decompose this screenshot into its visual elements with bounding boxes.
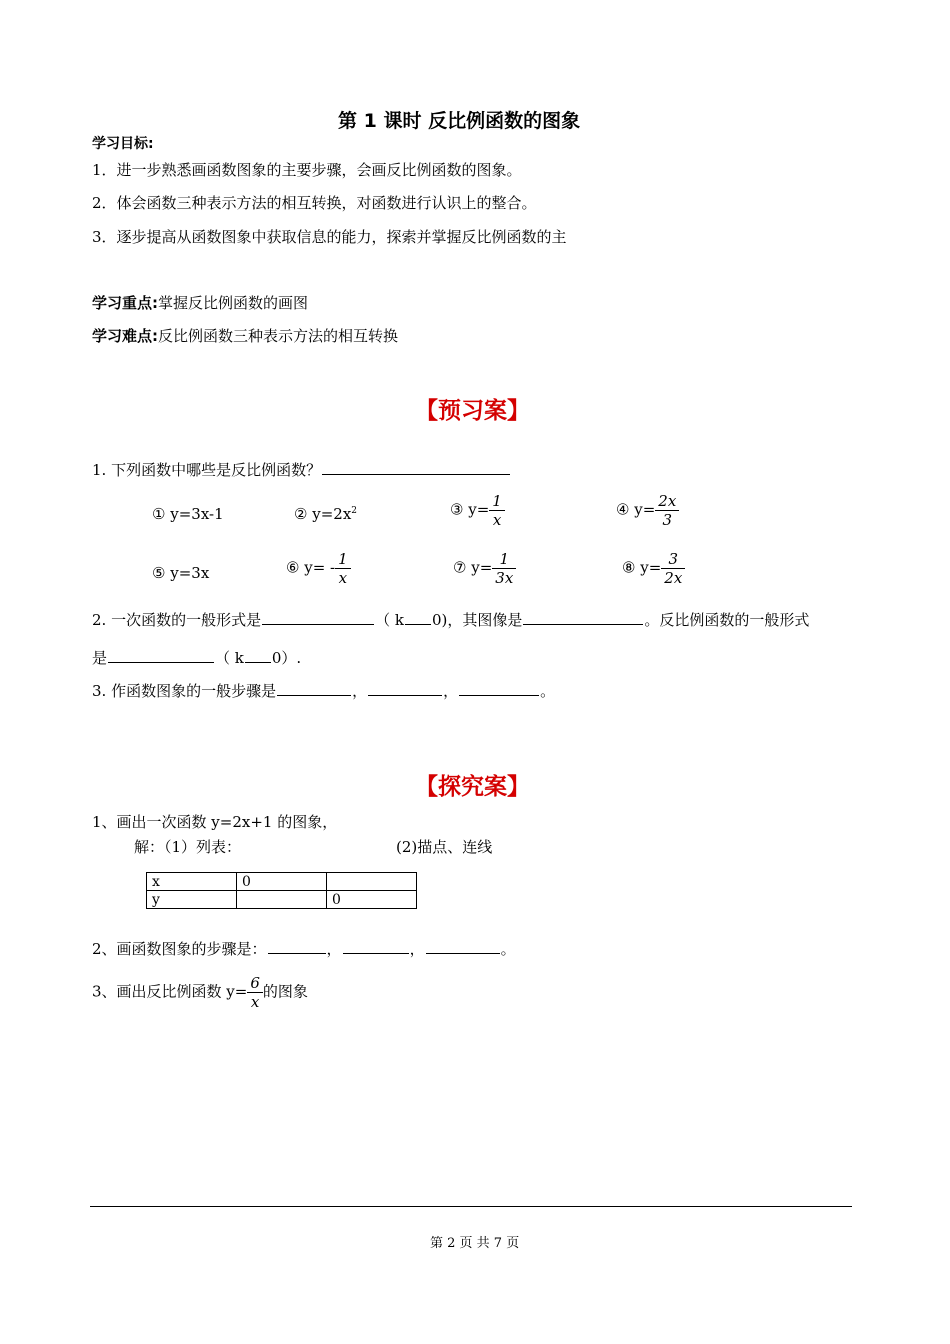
q2-text: （ k bbox=[375, 611, 404, 629]
fraction-numerator: 1 bbox=[499, 550, 510, 568]
answer-blank bbox=[523, 609, 643, 625]
answer-blank bbox=[343, 938, 409, 954]
answer-blank bbox=[368, 680, 442, 696]
q2-text: 是 bbox=[92, 649, 108, 667]
difficulty-label: 学习难点: bbox=[92, 327, 158, 345]
key-point-text: 掌握反比例函数的画图 bbox=[158, 294, 309, 312]
q2-text: 0）. bbox=[271, 649, 302, 667]
fraction-denominator: x bbox=[335, 568, 351, 587]
solution-label: 解：（1）列表： bbox=[134, 838, 242, 856]
table-cell: x bbox=[147, 873, 237, 891]
option-expression: y= bbox=[471, 558, 493, 577]
option-number: ② bbox=[294, 505, 308, 523]
difficulty-text: 反比例函数三种表示方法的相互转换 bbox=[158, 327, 399, 345]
q3-text: 3. 作函数图象的一般步骤是 bbox=[92, 682, 277, 700]
objective-item: 2．体会函数三种表示方法的相互转换，对函数进行认识上的整合。 bbox=[92, 194, 537, 212]
answer-blank bbox=[108, 647, 214, 663]
preview-q3 bbox=[92, 680, 555, 701]
answer-blank bbox=[459, 680, 539, 696]
q3-text: 3、画出反比例函数 y= bbox=[92, 982, 248, 1001]
option-number: ⑤ bbox=[152, 564, 166, 582]
option-4 bbox=[616, 492, 679, 529]
objective-item: 3．逐步提高从函数图象中获取信息的能力，探索并掌握反比例函数的主 bbox=[92, 228, 567, 246]
fraction-denominator: 3 bbox=[655, 510, 679, 529]
q2-text: （ k bbox=[215, 649, 244, 667]
fraction-denominator: 3x bbox=[492, 568, 516, 587]
option-expression: y=2x bbox=[312, 505, 352, 523]
value-table bbox=[146, 872, 417, 909]
option-number: ④ bbox=[616, 500, 630, 519]
objectives-label: 学习目标: bbox=[92, 136, 154, 152]
option-fraction bbox=[335, 550, 351, 587]
q2-text: 2、画函数图象的步骤是： bbox=[92, 940, 267, 958]
table-cell bbox=[237, 891, 327, 909]
preview-q2 bbox=[92, 609, 809, 630]
table-cell: 0 bbox=[327, 891, 417, 909]
q3-period: 。 bbox=[540, 682, 556, 700]
answer-blank bbox=[405, 609, 431, 625]
explore-q1: 1、画出一次函数 y=2x+1 的图象， bbox=[92, 813, 338, 831]
footer-divider bbox=[90, 1206, 852, 1207]
period: 。 bbox=[500, 940, 516, 958]
fraction-numerator: 1 bbox=[492, 492, 502, 510]
difficulty bbox=[92, 326, 398, 346]
fraction-denominator: x bbox=[489, 510, 505, 529]
explore-q3 bbox=[92, 974, 308, 1011]
table-row bbox=[147, 891, 417, 909]
table-row bbox=[147, 873, 417, 891]
fraction-numerator: 3 bbox=[668, 550, 679, 568]
preview-heading: 【预习案】 bbox=[415, 398, 530, 424]
q3-comma: ， bbox=[443, 682, 459, 700]
option-fraction bbox=[489, 492, 505, 529]
preview-q1-text: 1. 下列函数中哪些是反比例函数？ bbox=[92, 461, 322, 479]
objective-item: 1．进一步熟悉画函数图象的主要步骤，会画反比例函数的图象。 bbox=[92, 161, 522, 179]
option-1 bbox=[152, 505, 224, 523]
q3-comma: ， bbox=[352, 682, 368, 700]
option-expression: y= bbox=[634, 500, 656, 519]
option-fraction bbox=[655, 492, 679, 529]
answer-blank bbox=[245, 647, 271, 663]
option-5 bbox=[152, 564, 209, 582]
key-point-label: 学习重点: bbox=[92, 294, 158, 312]
option-number: ③ bbox=[450, 500, 464, 519]
key-point bbox=[92, 293, 308, 313]
option-expression: y=3x bbox=[170, 564, 210, 582]
answer-blank bbox=[277, 680, 351, 696]
option-number: ⑥ bbox=[286, 558, 300, 577]
option-number: ⑦ bbox=[453, 558, 467, 577]
preview-q2-line2 bbox=[92, 647, 301, 668]
step-2: (2)描点、连线 bbox=[396, 838, 493, 856]
explore-q2 bbox=[92, 938, 516, 959]
option-expression: y= bbox=[640, 558, 662, 577]
q2-text: 2. 一次函数的一般形式是 bbox=[92, 611, 262, 629]
option-expression: y=3x-1 bbox=[170, 505, 224, 523]
comma: ， bbox=[326, 940, 342, 958]
option-expression: y= bbox=[468, 500, 490, 519]
fraction-denominator: 2x bbox=[661, 568, 685, 587]
option-number: ① bbox=[152, 505, 166, 523]
table-cell: 0 bbox=[237, 873, 327, 891]
q3-text: 的图象 bbox=[262, 982, 308, 1001]
option-6 bbox=[286, 550, 351, 587]
option-8 bbox=[622, 550, 685, 587]
table-cell: y bbox=[147, 891, 237, 909]
fraction-denominator: x bbox=[247, 992, 263, 1011]
option-3 bbox=[450, 492, 505, 529]
page-footer: 第 2 页 共 7 页 bbox=[430, 1236, 520, 1251]
q3-fraction bbox=[247, 974, 263, 1011]
option-expression: y= - bbox=[304, 558, 336, 577]
option-fraction bbox=[492, 550, 516, 587]
q2-text: 0)，其图像是 bbox=[431, 611, 523, 629]
explore-heading: 【探究案】 bbox=[415, 774, 530, 800]
table-cell bbox=[327, 873, 417, 891]
answer-blank bbox=[262, 609, 374, 625]
q2-text: 。反比例函数的一般形式 bbox=[644, 611, 810, 629]
fraction-numerator: 1 bbox=[338, 550, 348, 568]
comma: ， bbox=[409, 940, 425, 958]
preview-q1 bbox=[92, 459, 511, 480]
fraction-numerator: 6 bbox=[250, 974, 260, 992]
answer-blank bbox=[268, 938, 326, 954]
option-superscript: 2 bbox=[351, 506, 358, 516]
answer-blank bbox=[426, 938, 500, 954]
option-2 bbox=[294, 505, 357, 523]
option-fraction bbox=[661, 550, 685, 587]
option-7 bbox=[453, 550, 516, 587]
answer-blank bbox=[322, 459, 510, 475]
fraction-numerator: 2x bbox=[658, 492, 677, 510]
page-title: 第 1 课时 反比例函数的图象 bbox=[338, 110, 581, 132]
option-number: ⑧ bbox=[622, 558, 636, 577]
